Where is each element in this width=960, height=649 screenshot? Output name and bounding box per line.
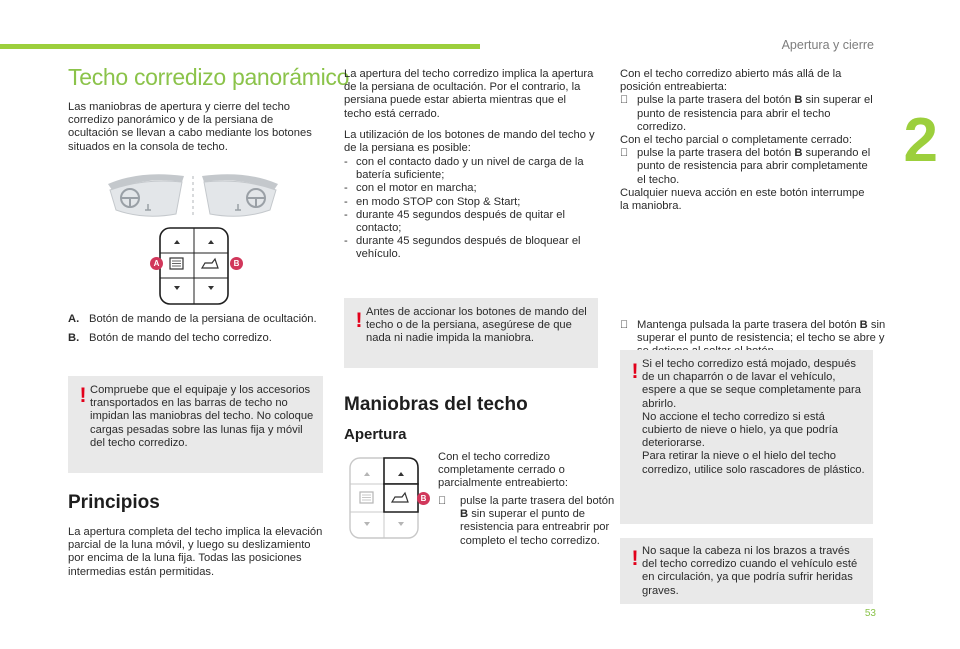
instruction-step-1 — [620, 94, 876, 134]
step-button-ref: B — [794, 147, 803, 160]
warning-icon: ! — [631, 547, 639, 570]
section-title: Techo corredizo panorámico — [68, 64, 350, 90]
col3-paragraph-1: Con el techo corredizo abierto más allá de la posición entreabierta: — [620, 68, 842, 94]
step-button-ref: B — [460, 508, 469, 521]
warning-icon: ! — [355, 309, 363, 332]
instruction-step-2 — [620, 147, 876, 187]
list-item: - durante 45 segundos después de quitar el contacto; — [344, 209, 596, 235]
marker-b: B — [230, 257, 243, 270]
col2-paragraph-1: La apertura del techo corredizo implica la apertura de la persiana de ocultación. Por el contrario, la persiana puede estar abierta mientras que el techo está cerrado. — [344, 68, 594, 120]
warning-box-wet-roof — [620, 350, 873, 524]
definition-list — [68, 313, 324, 345]
warning-icon: ! — [79, 384, 87, 407]
step-text: sin superar el punto de resistencia para abrir el techo corredizo. — [637, 94, 873, 133]
step-button-ref: B — [859, 318, 868, 331]
col2-paragraph-2: La utilización de los botones de mando del techo y de la persiana es posible: — [344, 129, 595, 155]
definition-b — [68, 332, 324, 345]
header-accent-bar — [0, 44, 480, 49]
step-text: pulse la parte trasera del botón — [460, 495, 615, 507]
opening-intro: Con el techo corredizo completamente cerrado o parcialmente entreabierto: — [438, 451, 568, 490]
warning-box-safety — [620, 538, 873, 604]
warning-box-obstruction — [344, 298, 598, 368]
warning-text: No saque la cabeza ni los brazos a través del techo corredizo cuando el vehículo esté en circulación, ya que podría sufrir heridas graves. — [642, 545, 858, 597]
definition-text: Botón de mando de la persiana de ocultación. — [89, 313, 317, 325]
arrow-icon — [438, 495, 446, 508]
roof-operations-heading: Maniobras del techo — [344, 394, 528, 415]
list-item: - con el motor en marcha; — [344, 182, 596, 195]
warning-icon: ! — [631, 360, 639, 383]
col3-paragraph-2: Con el techo parcial o completamente cerrado: — [620, 134, 852, 147]
definition-key: B. — [68, 332, 80, 345]
list-item: - en modo STOP con Stop & Start; — [344, 196, 596, 209]
definition-a — [68, 313, 324, 326]
page-number: 53 — [864, 608, 876, 619]
arrow-icon — [620, 319, 628, 332]
roof-console-figure — [104, 170, 282, 306]
warning-text: Antes de accionar los botones de mando del techo o de la persiana, asegúrese de que nada ni nadie impida la maniobra. — [366, 306, 587, 345]
definition-text: Botón de mando del techo corredizo. — [89, 332, 272, 345]
step-button-ref: B — [794, 94, 803, 107]
warning-text: Compruebe que el equipaje y los accesorios transportados en las barras de techo no impidan las maniobras del techo. No coloque cargas pesadas sobre las lunas fija y móvil del techo corredizo. — [90, 384, 314, 449]
opening-step — [438, 495, 620, 548]
chapter-number: 2 — [903, 106, 938, 175]
step-text: pulse la parte trasera del botón — [637, 147, 795, 160]
conditions-list — [344, 156, 596, 262]
col3-instructions — [620, 68, 876, 213]
list-item: - con el contacto dado y un nivel de carga de la batería suficiente; — [344, 156, 596, 182]
marker-a: A — [150, 257, 163, 270]
warning-box-luggage — [68, 376, 323, 473]
intro-paragraph: Las maniobras de apertura y cierre del techo corredizo panorámico y de la persiana de ocultación se llevan a cabo mediante los botones situados en la consola de techo. — [68, 101, 312, 153]
list-item: - durante 45 segundos después de bloquear el vehículo. — [344, 235, 596, 261]
marker-b: B — [417, 492, 430, 505]
arrow-icon — [620, 147, 628, 160]
principles-heading: Principios — [68, 492, 160, 513]
step-text: sin superar el punto de resistencia para entreabrir por completo el techo corredizo. — [460, 508, 610, 547]
arrow-icon — [620, 94, 628, 107]
roof-button-figure — [348, 456, 424, 542]
principles-paragraph: La apertura completa del techo implica la elevación parcial de la luna móvil, y luego su deslizamiento por encima de la luna fija. Todas las posiciones intermedias están permitidas. — [68, 526, 323, 578]
step-text: sin superar el punto de resistencia; el techo se abre y — [637, 318, 886, 345]
definition-key: A. — [68, 313, 80, 325]
step-text: superando el punto de resistencia para abrir completamente el techo. — [637, 147, 871, 186]
warning-text: Si el techo corredizo está mojado, después de un chaparrón o de lavar el vehículo, espere a que se seque completamente para abrirlo. No accione el techo corredizo si está cubierto de nieve o hielo, ya que podría deteriorarse. Para retirar la nieve o el hielo del techo corredizo, utilice solo rascadores de plástico. — [642, 358, 865, 476]
opening-heading: Apertura — [344, 426, 407, 443]
step-text: Mantenga pulsada la parte trasera del botón — [637, 318, 860, 331]
chapter-header-title: Apertura y cierre — [781, 38, 874, 52]
step-text: pulse la parte trasera del botón — [637, 94, 795, 107]
col3-paragraph-3: Cualquier nueva acción en este botón interrumpe la maniobra. — [620, 186, 865, 213]
